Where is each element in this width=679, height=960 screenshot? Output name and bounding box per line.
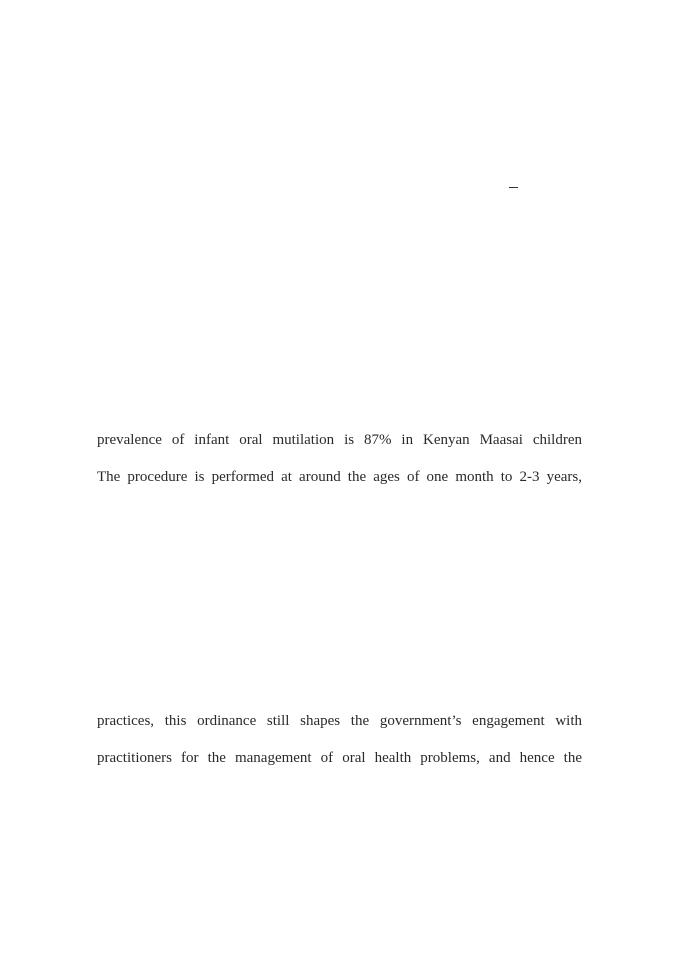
text-line-1: prevalence of infant oral mutilation is 87% in Kenyan Maasai children xyxy=(97,432,582,448)
text-line-4: practitioners for the management of oral health problems, and hence the xyxy=(97,750,582,766)
dash-mark xyxy=(509,187,518,188)
text-line-2: The procedure is performed at around the ages of one month to 2-3 years, xyxy=(97,469,582,485)
text-line-3: practices, this ordinance still shapes the government’s engagement with xyxy=(97,713,582,729)
